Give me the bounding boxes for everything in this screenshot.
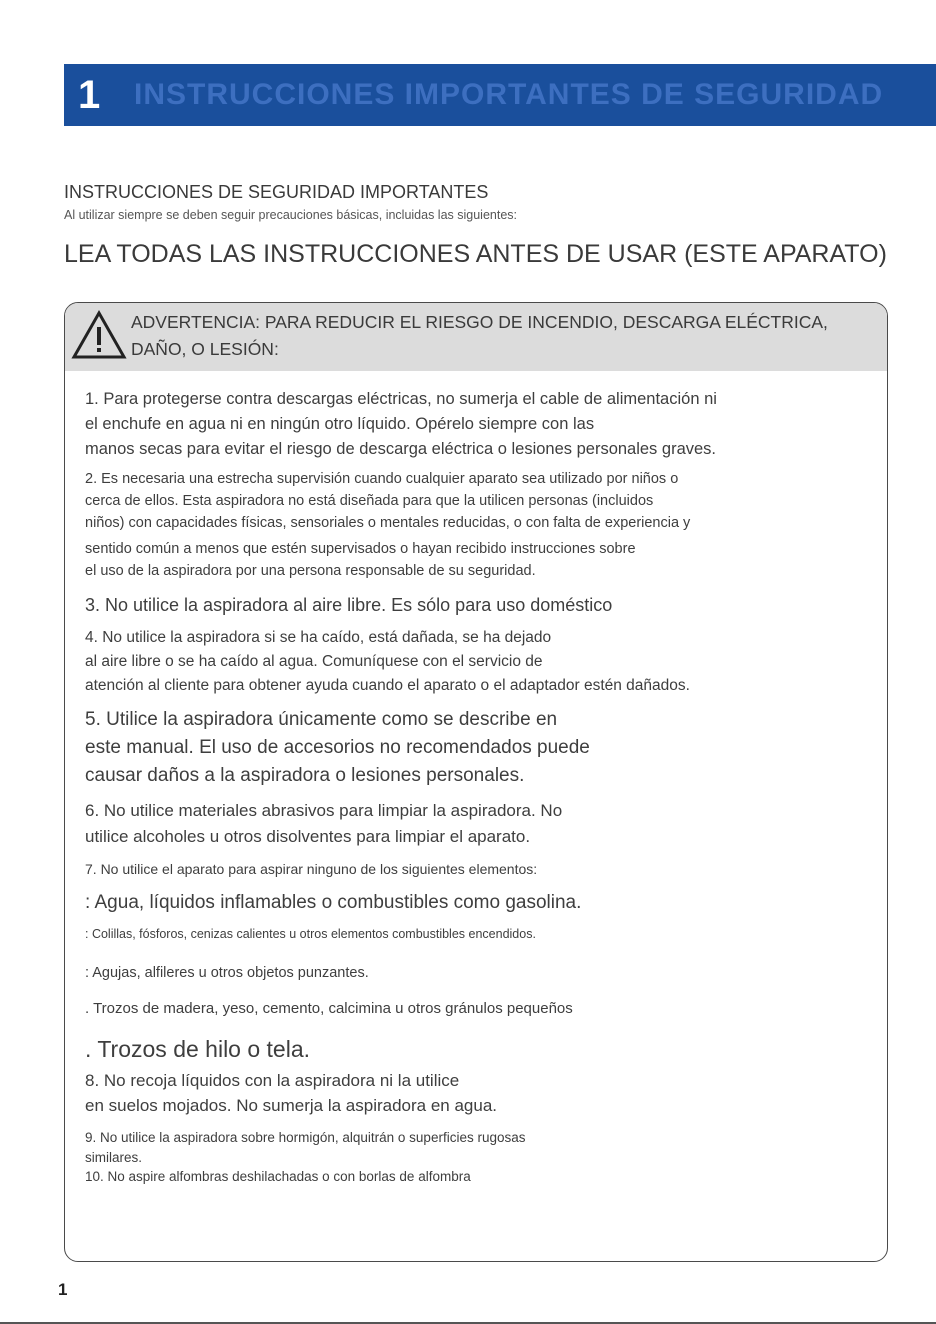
warning-text	[131, 309, 881, 363]
warning-triangle-icon	[71, 309, 127, 361]
safety-item-4	[85, 626, 871, 698]
item-line: cerca de ellos. Esta aspiradora no está diseñada para que la utilicen personas (incluidos	[85, 493, 654, 509]
item-line: el enchufe en agua ni en ningún otro líquido. Opérelo siempre con las	[85, 415, 595, 433]
item-line: este manual. El uso de accesorios no recomendados puede	[85, 737, 590, 758]
section-banner	[64, 64, 936, 126]
item-line: 2. Es necesaria una estrecha supervisión cuando cualquier aparato sea utilizado por niños o	[85, 471, 679, 487]
safety-item-9	[85, 1128, 871, 1168]
safety-item-8	[85, 1068, 871, 1118]
item-line: manos secas para evitar el riesgo de descarga eléctrica o lesiones personales graves.	[85, 440, 717, 458]
warning-line-1: ADVERTENCIA: PARA REDUCIR EL RIESGO DE INCENDIO, DESCARGA ELÉCTRICA,	[131, 312, 828, 332]
item-line: 4. No utilice la aspiradora si se ha caído, está dañada, se ha dejado	[85, 629, 552, 646]
bullet-burning-items: : Colillas, fósforos, cenizas calientes u otros elementos combustibles encendidos.	[85, 927, 536, 941]
item-line: al aire libre o se ha caído al agua. Comuníquese con el servicio de	[85, 653, 543, 670]
warning-box	[64, 302, 888, 1262]
safety-item-6	[85, 798, 871, 850]
safety-item-7: 7. No utilice el aparato para aspirar ninguno de los siguientes elementos:	[85, 861, 538, 877]
item-line: sentido común a menos que estén supervisados o hayan recibido instrucciones sobre	[85, 541, 636, 557]
item-line: 9. No utilice la aspiradora sobre hormigón, alquitrán o superficies rugosas	[85, 1130, 526, 1145]
warning-header	[65, 303, 887, 371]
bullet-liquids: : Agua, líquidos inflamables o combustibles como gasolina.	[85, 892, 582, 913]
safety-item-5	[85, 706, 871, 790]
page-number: 1	[58, 1280, 68, 1299]
item-line: 6. No utilice materiales abrasivos para limpiar la aspiradora. No	[85, 801, 563, 820]
item-line: niños) con capacidades físicas, sensoriales o mentales reducidas, o con falta de experiencia y	[85, 515, 691, 531]
item-line: 8. No recoja líquidos con la aspiradora ni la utilice	[85, 1071, 460, 1090]
page-subheading: Al utilizar siempre se deben seguir precauciones básicas, incluidas las siguientes:	[64, 208, 518, 222]
safety-item-2-continued	[85, 538, 871, 582]
warning-line-2: DAÑO, O LESIÓN:	[131, 339, 279, 359]
safety-item-3: 3. No utilice la aspiradora al aire libre. Es sólo para uso doméstico	[85, 595, 613, 615]
page-heading: INSTRUCCIONES DE SEGURIDAD IMPORTANTES	[64, 182, 489, 202]
item-line: utilice alcoholes u otros disolventes para limpiar el aparato.	[85, 827, 531, 846]
bullet-thread: . Trozos de hilo o tela.	[85, 1036, 311, 1062]
safety-item-1	[85, 387, 871, 462]
safety-item-10: 10. No aspire alfombras deshilachadas o con borlas de alfombra	[85, 1169, 471, 1184]
item-line: el uso de la aspiradora por una persona responsable de su seguridad.	[85, 563, 536, 579]
bullet-granules: . Trozos de madera, yeso, cemento, calcimina u otros gránulos pequeños	[85, 1000, 573, 1017]
safety-item-2	[85, 468, 871, 534]
section-number: 1	[78, 72, 101, 117]
item-line: en suelos mojados. No sumerja la aspiradora en agua.	[85, 1096, 498, 1115]
item-line: 1. Para protegerse contra descargas eléctricas, no sumerja el cable de alimentación ni	[85, 390, 717, 408]
bullet-sharp-objects: : Agujas, alfileres u otros objetos punzantes.	[85, 965, 369, 981]
read-all-instructions: LEA TODAS LAS INSTRUCCIONES ANTES DE USAR (ESTE APARATO)	[64, 240, 887, 268]
item-line: 5. Utilice la aspiradora únicamente como se describe en	[85, 709, 558, 730]
section-title: INSTRUCCIONES IMPORTANTES DE SEGURIDAD	[134, 78, 884, 111]
item-line: causar daños a la aspiradora o lesiones personales.	[85, 765, 525, 786]
item-line: similares.	[85, 1150, 143, 1165]
safety-items	[85, 387, 871, 1186]
item-line: atención al cliente para obtener ayuda cuando el aparato o el adaptador estén dañados.	[85, 677, 690, 694]
